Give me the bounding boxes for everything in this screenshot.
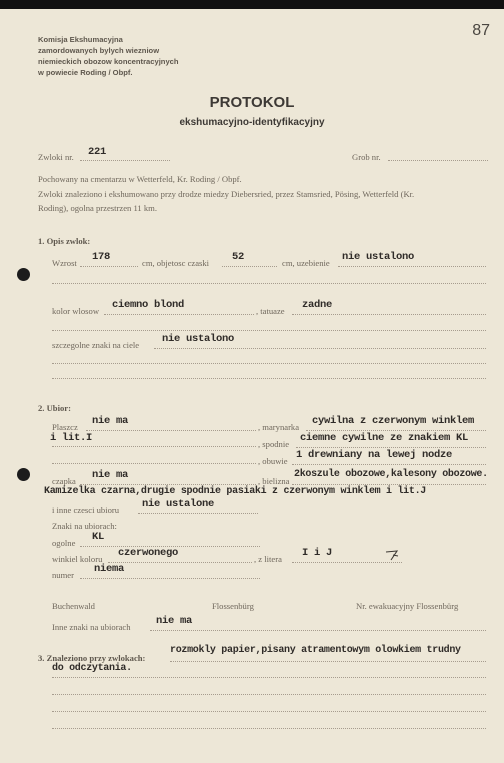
scan-top-edge [0,0,504,9]
found-text-1: Zwloki znaleziono i ekshumowano przy drodze miedzy Diebersried, przez Stamsried, Pösing, Wetterfeld (Kr. [38,189,415,199]
spodnie-line [296,447,486,448]
camp-buchenwald: Buchenwald [52,601,95,611]
marynarka-value: cywilna z czerwonym winklem [312,415,475,427]
znaki-label: szczegolne znaki na ciele [52,340,140,350]
camp-flossenburg: Flossenbürg [212,601,254,611]
blank-line [52,711,486,712]
document-title: PROTOKOL [209,94,295,111]
wzrost-line [80,266,138,267]
blank-line [52,363,486,364]
ewakuacyjny-label: Nr. ewakuacyjny Flossenbürg [356,601,459,611]
section-3-value-1: rozmokly papier,pisany atramentowym olowkiem trudny [170,645,461,656]
obuwie-line [292,464,486,465]
tatuaze-line [292,314,486,315]
kolor-value: ciemno blond [112,299,185,311]
blank-line [52,694,486,695]
znaki-na-ubiorach-label: Znaki na ubiorach: [52,521,117,531]
numer-label: numer [52,570,74,580]
inne-znaki-value: nie ma [156,615,193,627]
tatuaze-value: zadne [302,299,333,311]
blank-line [52,330,486,331]
bielizna-line [292,484,486,485]
kolor-line [104,314,254,315]
inne-znaki-line [150,630,486,631]
marynarka-continuation: i lit.I [50,432,93,444]
section-3-heading: 3. Znaleziono przy zwlokach: [38,653,146,663]
found-text-2: Roding), ogolna przestrzen 11 km. [38,203,158,213]
obuwie-label: , obuwie [258,456,288,466]
blank-line [52,677,486,678]
uzebienie-line [338,266,486,267]
wzrost-value: 178 [92,251,111,263]
org-line: niemieckich obozow koncentracyjnych [38,57,179,66]
grob-line [388,160,488,161]
blank-line [52,283,486,284]
section-1-heading: 1. Opis zwlok: [38,236,91,246]
marynarka-line [306,430,486,431]
znaki-value: nie ustalono [162,333,235,345]
burial-text: Pochowany na cmentarzu w Wetterfeld, Kr. Roding / Obpf. [38,174,242,184]
section-3-line [170,661,486,662]
obuwie-value: 1 drewniany na lewej nodze [296,449,453,461]
litera-label: , z litera [254,554,282,564]
winkiel-line [108,562,252,563]
inne-czesci-line [138,513,258,514]
marynarka-label: , marynarka [258,422,300,432]
blank-line [52,378,486,379]
kamizelka-line: Kamizelka czarna,drugie spodnie pasiaki z czerwonym winklem i lit.J [44,486,426,497]
czaszka-unit-label: cm, uzebienie [282,258,330,268]
plaszcz-value: nie ma [92,415,129,427]
wzrost-unit-label: cm, objetosc czaski [142,258,210,268]
kolor-label: kolor wlosow [52,306,100,316]
plaszcz-label: Plaszcz [52,422,78,432]
inne-czesci-value: nie ustalone [142,498,215,510]
plaszcz-line [86,430,256,431]
winkiel-value: czerwonego [118,547,179,559]
document-subtitle: ekshumacyjno-identyfikacyjny [179,117,325,128]
znaki-line [154,348,486,349]
zwloki-label: Zwloki nr. [38,152,74,162]
litera-line [292,562,402,563]
czapka-line [80,484,256,485]
organization-header [38,34,238,78]
punch-hole-bottom [17,468,30,481]
inne-znaki-label: Inne znaki na ubiorach [52,622,131,632]
litera-value: I i J [302,547,333,559]
numer-value: niema [94,563,125,575]
grob-label: Grob nr. [352,152,381,162]
spodnie-label: , spodnie [258,439,290,449]
czaszka-value: 52 [232,251,245,263]
page-number: 87 [472,22,490,39]
inne-czesci-label: i inne czesci ubioru [52,505,120,515]
org-line: Komisja Ekshumacyjna [38,35,123,44]
czapka-value: nie ma [92,469,129,481]
spodnie-value: ciemne cywilne ze znakiem KL [300,432,469,444]
tatuaze-label: , tatuaze [256,306,285,316]
blank-line [52,463,256,464]
wzrost-label: Wzrost [52,258,77,268]
zwloki-value: 221 [88,146,107,158]
handwritten-mark-icon [385,549,399,561]
ogolne-label: ogolne [52,538,76,548]
blank-line [52,728,486,729]
zwloki-line [80,160,170,161]
marynarka-cont-line [52,446,256,447]
section-3-value-2: do odczytania. [52,663,132,674]
bielizna-value: 2koszule obozowe,kalesony obozowe. [294,469,488,480]
czapka-label: czapka [52,476,76,486]
numer-line [80,578,260,579]
ogolne-value: KL [92,531,105,543]
org-line: w powiecie Roding / Obpf. [38,68,133,77]
section-2-heading: 2. Ubior: [38,403,71,413]
org-line: zamordowanych bylych wiezniow [38,46,160,55]
winkiel-label: winkiel koloru [52,554,103,564]
punch-hole-top [17,268,30,281]
uzebienie-value: nie ustalono [342,251,415,263]
bielizna-label: , bielizna [258,476,290,486]
czaszka-line [222,266,277,267]
